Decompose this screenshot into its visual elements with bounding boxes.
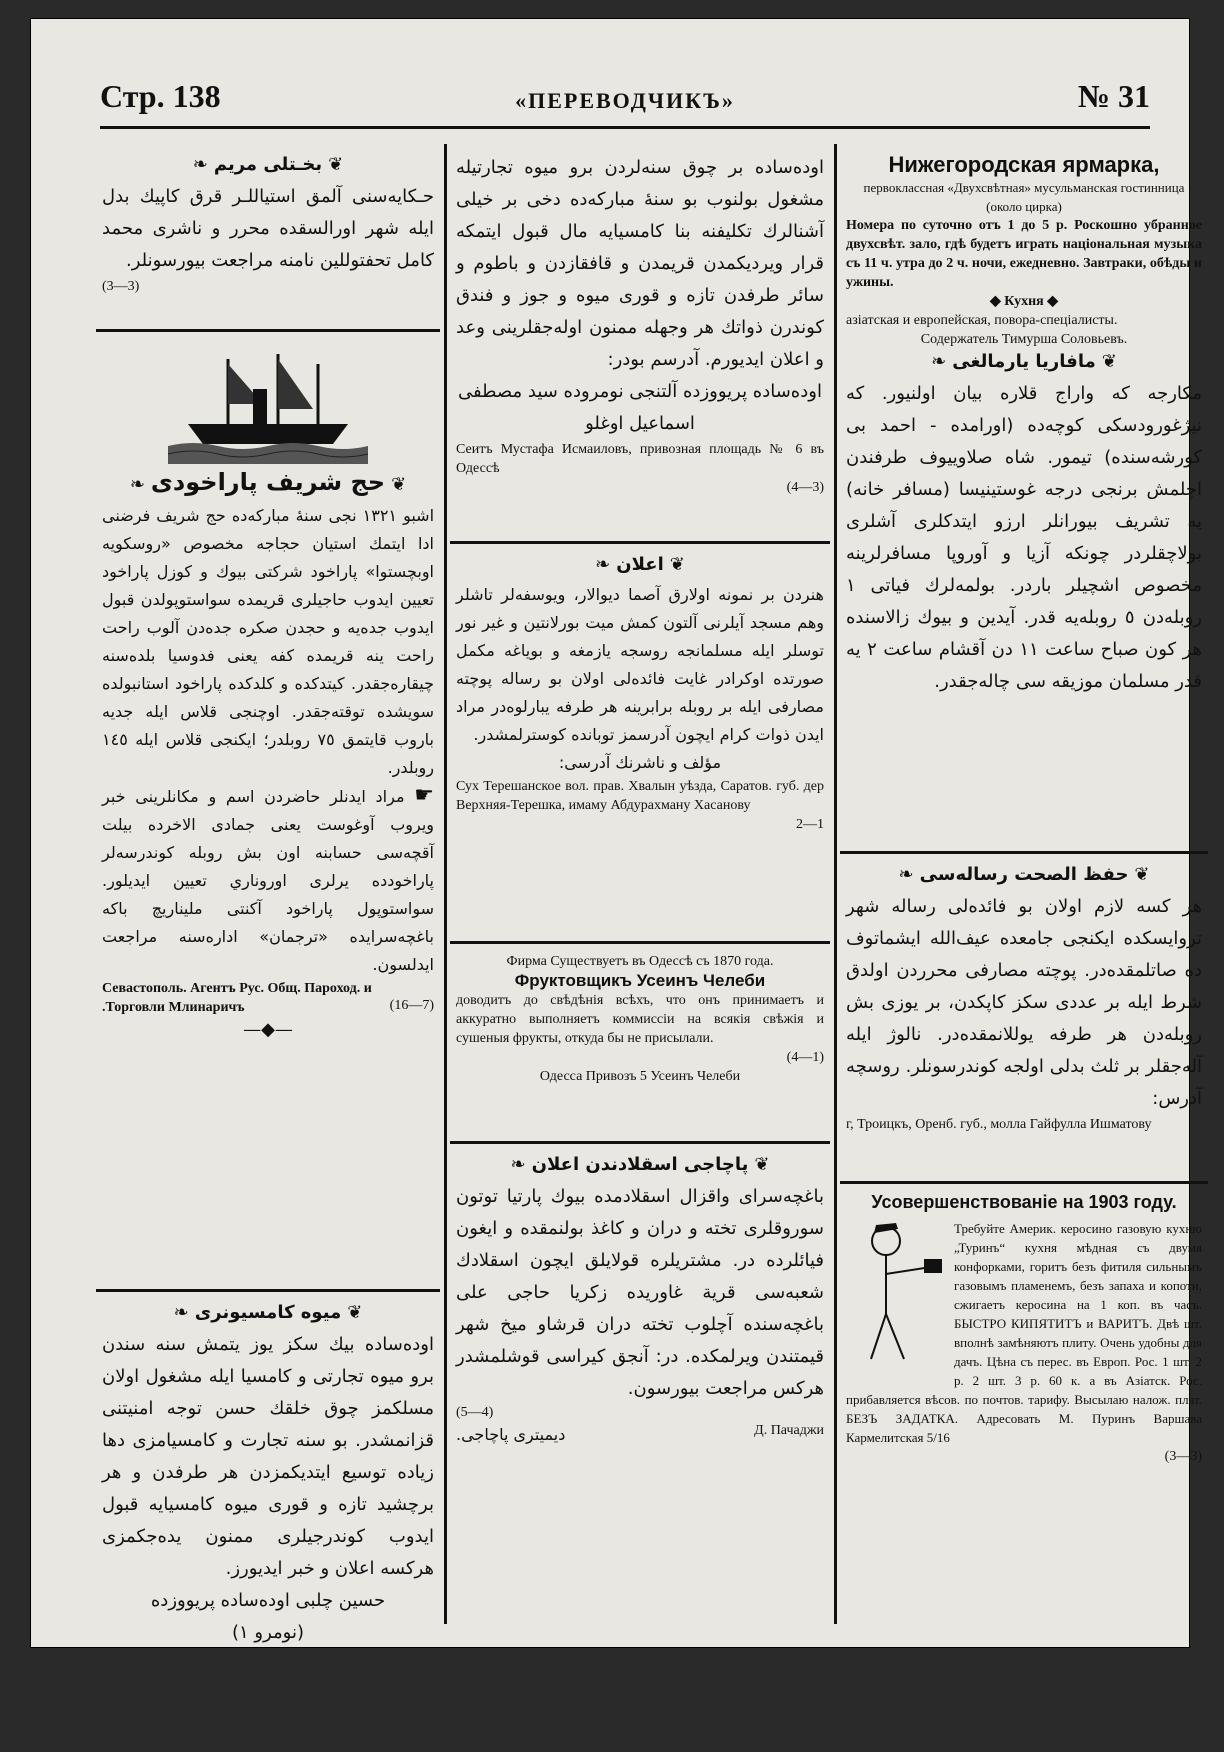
mustafa-address: اوده‌ساده پريووزده آلتنجى نومروده سيد مصطفى اسماعيل اوغلو xyxy=(458,381,822,434)
column-middle xyxy=(450,144,830,1624)
ornament-icon: ❧ xyxy=(898,864,914,885)
maryam-num: (3—3) xyxy=(102,279,140,294)
stove-num: (3—3) xyxy=(1164,1449,1202,1464)
ornament-icon: ❦ xyxy=(328,154,344,175)
pachaji-title: پاچاجى اسقلادندن اعلان xyxy=(531,1154,749,1175)
ilan-address-title: مؤلف و ناشرنك آدرسى: xyxy=(558,753,722,772)
stove-title: Усовершенствованіе на 1903 году. xyxy=(871,1192,1177,1212)
ornament-icon: ❧ xyxy=(595,554,611,575)
page-header xyxy=(100,78,1150,129)
fair-ar-title: مافاريا يارمالغى xyxy=(952,351,1096,372)
maryam-text: حـكايه‌سنى آلمق استياللـر قرق كاپيك بدل ايله شهر اورالسقده محرر و ناشرى محمد كامل تحفتوللين نامنه مراجعت بيورسونلر. xyxy=(102,186,434,271)
mustafa-text: اوده‌ساده بر چوق سنه‌لردن برو ميوه تجارتيله مشغول بولنوب بو سنهٔ مباركه‌ده دخى بر خيلى آشنالرك تكليفنه بنا كامسيايه مال قبول ايتمكه قرار ويرديكمدن قريمدن و قافقازدن و باطوم و سائر طرفدن تازه و قورى ميوه و جوز و فندق كوندرن ذواتك هر وجهله ممنون اوله‌جقلرينى وعد و اعلان ايديورم. آدرسم بودر: xyxy=(456,157,824,370)
ornament-icon: ❧ xyxy=(173,1302,189,1323)
firm-num: (4—1) xyxy=(786,1050,824,1065)
hajj-text: اشبو ١٣٢١ نجى سنهٔ مباركه‌ده‌ حج شريف فرضنى ادا ايتمك استيان حجاجه مخصوص «روسكويه اوبچستوا» پاراخود شركتى بيوك و كوزل پاراخود تعيين ايدوب حاجيلرى قريمده سواستوپولدن قبول ايدوب جده‌يه و حجدن صكره جده‌دن آلوب راحت راحت ينه قريمده كفه يعنى فدوسيا بلده‌سنه چيقاره‌جقدر. كيتدكده و كلدكده پاراخود استانبولده سويشده توقته‌جقدر. اوچنجى قلاس ايله جديه باروب قايتمق ٧٥ روبلدر؛ ايكنجى قلاس ايله ١٤٥ روبلدر. xyxy=(102,506,435,777)
mustafa-ad xyxy=(450,144,830,544)
fruit-title: ميوه كامسيونرى xyxy=(194,1302,342,1323)
firm-title: Фруктовщикъ Усеинъ Челеби xyxy=(514,971,766,990)
kitchen-label: Кухня xyxy=(1004,294,1044,309)
column-left xyxy=(96,144,440,1643)
column-divider xyxy=(834,144,837,1624)
hygiene-ru: г, Троицкъ, Оренб. губ., молла Гайфулла Ишматову xyxy=(846,1117,1152,1132)
mustafa-num: (4—3) xyxy=(786,480,824,495)
steamship-illustration xyxy=(102,344,434,464)
maryam-title: بخـتلى مريم xyxy=(213,154,323,175)
divider-ornament-icon: —◆— xyxy=(243,1019,293,1040)
page-number: Стр. 138 xyxy=(100,78,221,114)
column-right xyxy=(840,144,1208,1624)
hajj-num: (16—7) xyxy=(389,998,434,1013)
ilan-ru: Сух Терешанское вол. прав. Хвалын уѣзда, Саратов. губ. дер Верхняя-Терешка, имаму Абдурахману Хасанову xyxy=(456,779,824,813)
newspaper-page xyxy=(30,18,1202,1648)
diamond-icon: ◆ xyxy=(989,294,1005,309)
fair-owner: Содержатель Тимурша Соловьевъ. xyxy=(920,332,1128,347)
fair-text: Номера по суточно отъ 1 до 5 р. Роскошно убранное двухсвѣт. зало, гдѣ будетъ играть національная музыка съ 11 ч. утра до 2 ч. ночи, ежедневно. Завтраки, обѣды и ужины. xyxy=(846,218,1202,290)
pachaji-sign-ar: ديميترى پاچاجى. xyxy=(456,1425,566,1444)
stove-text: Требуйте Америк. керосино газовую кухню „Туринъ“ кухня мѣдная съ двумя конфорками, горитъ безъ фитиля сильнымъ газовымъ пламенемъ, безъ запаха и копоти, сжигаетъ керосина на 1 коп. въ часъ. БЫСТРО КИПЯТИТЪ и ВАРИТЪ. Двѣ шт. вполнѣ замѣняютъ плиту. Очень удобны для дачъ. Цѣна съ перес. въ Европ. Рос. 1 шт. 2 р. 2 шт. 3 р. 60 к. а въ Азіатск. Рос. прибавляется вѣсов. по почтов. тарифу. Высылаю налож. плат. БЕЗЪ ЗАДАТКА. Адресовать М. Пуринъ Варшава Кармелитская 5/16 xyxy=(846,1221,1202,1445)
ilan-title: اعلان xyxy=(616,554,664,575)
fruit-commission-ad xyxy=(96,1292,440,1752)
ilan-text: هنردن بر نمونه اولارق آصما ديوالار، ويوسفه‌لر تاشلر وهم مسجد آيلرنى آلتون كمش ميت بورلانتين و غير نور توسلر ايله مسلمانجه روسجه يازمغه و بوياغه مكمل صورتده اوكرادر غايت فائده‌لى اولان بو رساله پوچته مصارفى ايله بر روبله برابرينه هر طرفه يبارلوه‌در مراد ايدن ذوات كرام ايچون آدرسمز توبانده كوسترلمشدر. xyxy=(456,585,824,744)
hygiene-ad xyxy=(840,854,1208,1184)
ornament-icon: ❧ xyxy=(129,474,145,495)
fair-title: Нижегородская ярмарка, xyxy=(888,152,1160,177)
ornament-icon: ❦ xyxy=(1101,351,1117,372)
firm-text: доводитъ до свѣдѣнія всѣхъ, что онъ принимаетъ и аккуратно выполняетъ коммиссіи на всякія свѣжія и сушеныя фрукты, откуда бы не присылали. xyxy=(456,993,824,1046)
pachaji-num: (5—4) xyxy=(456,1405,494,1420)
ornament-icon: ❦ xyxy=(754,1154,770,1175)
hajj-title: حج شريف پاراخودى xyxy=(150,468,386,496)
column-divider xyxy=(444,144,447,1624)
hygiene-text: هر كسه لازم اولان بو فائده‌لى رساله شهر تروايسكده ايكنجى جامعده عيف‌الله ايشماتوف ده صاتلمقده‌در. پوچته مصارفى محرردن اولدق شرط ايله بر عددى سكز كاپكدن، بر يوزى بش روبله‌دن هر طرفه يوللانمقده‌در. نالوژ ايله آله‌جقلر بر ثلث بدلى اولجه كوندرسونلر. روسچه آدرس: xyxy=(846,896,1202,1109)
hygiene-title: حفظ الصحت رساله‌سى xyxy=(919,864,1129,885)
fruit-text: اوده‌ساده بيك سكز يوز يتمش سنه سندن برو ميوه تجارتى و كامسيا ايله مشغول اولان مسلكمز چوق خلقك حسن توجه امنيتنى قزانمشدر. بو سنه تجارت و كامسيامزى دها زياده توسيع ايتديكمزدن هر طرفدن و هر برچشيد تازه و قورى ميوه كامسيايه قبول ايدوب كوندرجيلرى ممنون يده‌جكمزى هركسه اعلان و خبر ايديورز. xyxy=(102,1334,434,1579)
ornament-icon: ❧ xyxy=(931,351,947,372)
hajj-agent-2: .Торговли Млинаричъ xyxy=(102,1000,245,1015)
stove-ad xyxy=(840,1184,1208,1624)
pachaji-sign-ru: Д. Пачаджи xyxy=(754,1423,824,1438)
hajj-agent-1: Севастополь. Агентъ Рус. Общ. Пароход. и xyxy=(102,981,372,996)
ilan-num: 2—1 xyxy=(796,817,824,832)
ornament-icon: ❧ xyxy=(192,154,208,175)
ornament-icon: ❦ xyxy=(347,1302,363,1323)
hajj-ad xyxy=(96,332,440,1292)
kitchen-text: азіатская и европейская, повора-спеціалисты. xyxy=(846,313,1118,328)
maryam-ad xyxy=(96,144,440,332)
ilan-ad xyxy=(450,544,830,944)
stove-illustration xyxy=(846,1219,946,1373)
newspaper-title: «ПЕРЕВОДЧИКЪ» xyxy=(515,88,735,113)
diamond-icon: ◆ xyxy=(1043,294,1058,309)
mustafa-ru: Сеитъ Мустафа Исмаиловъ, привозная площадь № 6 въ Одессѣ xyxy=(456,442,824,476)
ornament-icon: ❦ xyxy=(1134,864,1150,885)
fair-ar-text: مكارجه كه واراج قلاره بيان اولنيور. كه نيژغورودسكى كوچه‌ده (اورامده - احمد بى كورشه‌سنده) تيمور. شاه صلاوييوف طرفندن اچلمش برنجى درجه غوستينيسا (مسافر خانه) يه تشريف بيورانلر ارزو ايتدكلرى آشلرى بولاچقلردر چونكه آزيا و آوروپا مسافرلرينه مخصوص اشچيلر باردر. بولمه‌لرك فياتى ١ روبله‌دن ٥ روبلەيه قدر. آيدين و بيوك زالاسنده هر كون صباح ساعت ١١ دن آقشام ساعت ٢ يه قدر مسلمان موزيقه سى چاله‌جقدر. xyxy=(846,383,1202,692)
ornament-icon: ❦ xyxy=(669,554,685,575)
ship-icon xyxy=(168,344,368,464)
ornament-icon: ❧ xyxy=(510,1154,526,1175)
firm-ad xyxy=(450,944,830,1144)
firm-line1: Фирма Существуетъ въ Одессѣ съ 1870 года. xyxy=(506,954,774,969)
pachaji-text: باغچه‌سراى واقزال اسقلادمده بيوك پارتيا توتون سوروقلرى تخته و دران و كاغذ بولنمقده و ايغون فيائلرده در. مشتريلره قولايلق ايچون اسقلادك شعبه‌سى قرية غاوريده زكريا حاجى على باغچه‌سنده آچلوب تخته دران قرشاو ميخ شهر قيمتندن ويرلمكده. در: آنجق كيراسى قوشلمشدر هركس مراجعت بيورسون. xyxy=(456,1186,824,1399)
fair-ad xyxy=(840,144,1208,854)
pachaji-ad xyxy=(450,1144,830,1624)
man-figure-icon xyxy=(846,1219,946,1369)
hajj-text-2: مراد ايدنلر حاضردن اسم و مكانلرينى خبر ويروب آوغوست يعنى جمادى الاخرده بيلت آقچه‌سى حسابنه اون بش روبله كوندرسه‌لر پاراخودده يرلرى اوروناري تعيين ايديلور. سواستوپول پاراخود آكنتى مليناريچ باكه باغچه‌سرايده «ترجمان» اداره‌سنه مراجعت ايدلسون. xyxy=(102,787,434,974)
issue-number: № 31 xyxy=(1077,78,1150,114)
fruit-sign: حسين چلبى اوده‌ساده پريووزده xyxy=(150,1590,386,1611)
firm-address: Одесса Привозъ 5 Усеинъ Челеби xyxy=(539,1069,741,1084)
ornament-icon: ❦ xyxy=(391,474,407,495)
fruit-sign-2: (نومرو ١) xyxy=(231,1622,305,1643)
fair-sub: первоклассная «Двухсвѣтная» мусульманская гостинница (около цирка) xyxy=(863,180,1185,214)
pointing-hand-icon: ☛ xyxy=(414,783,434,808)
